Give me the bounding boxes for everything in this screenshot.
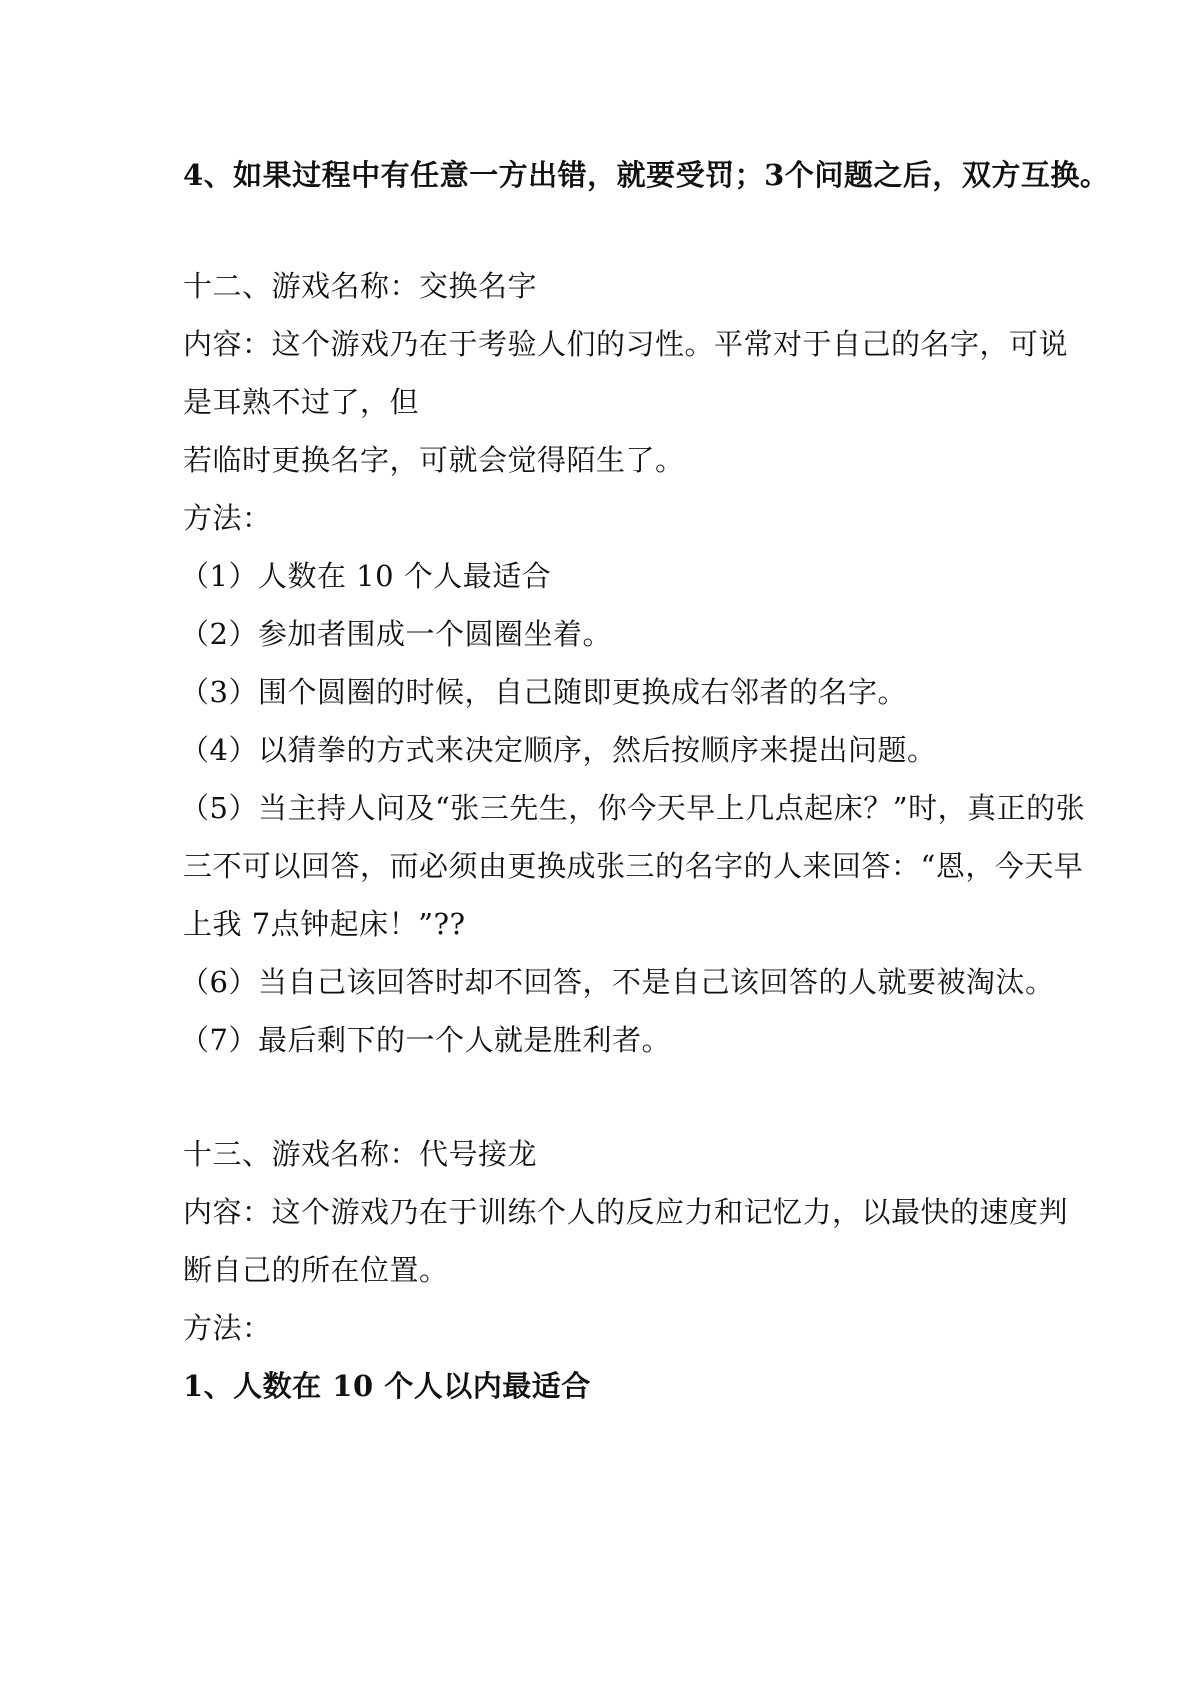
section-12-title: 十二、游戏名称：交换名字 <box>183 269 538 303</box>
section-12-content-line-3: 若临时更换名字，可就会觉得陌生了。 <box>183 443 685 477</box>
rule-4-swap-line: 4、如果过程中有任意一方出错，就要受罚；3个问题之后，双方互换。 <box>183 158 1110 192</box>
section-12-content-line-2: 是耳熟不过了，但 <box>183 385 420 419</box>
section-12-step-5-line-3: 上我 7点钟起床！”?? <box>183 907 466 941</box>
section-12-step-1: （1）人数在 10 个人最适合 <box>180 559 552 593</box>
section-12-step-6: （6）当自己该回答时却不回答，不是自己该回答的人就要被淘汰。 <box>180 965 1055 999</box>
section-13-title: 十三、游戏名称：代号接龙 <box>183 1137 538 1171</box>
section-12-step-2: （2）参加者围成一个圆圈坐着。 <box>180 617 612 651</box>
section-12-method-label: 方法： <box>183 501 272 535</box>
section-12-step-4: （4）以猜拳的方式来决定顺序，然后按顺序来提出问题。 <box>180 733 937 767</box>
section-12-step-7: （7）最后剩下的一个人就是胜利者。 <box>180 1023 671 1057</box>
section-12-step-5-line-2: 三不可以回答，而必须由更换成张三的名字的人来回答：“恩，今天早 <box>183 849 1084 883</box>
section-13-step-1: 1、人数在 10 个人以内最适合 <box>183 1369 591 1403</box>
section-12-step-5-line-1: （5）当主持人问及“张三先生，你今天早上几点起床？”时，真正的张 <box>180 791 1086 825</box>
section-12-content-line-1: 内容：这个游戏乃在于考验人们的习性。平常对于自己的名字，可说 <box>183 327 1069 361</box>
section-13-method-label: 方法： <box>183 1311 272 1345</box>
section-13-content-line-1: 内容：这个游戏乃在于训练个人的反应力和记忆力，以最快的速度判 <box>183 1195 1069 1229</box>
section-12-step-3: （3）围个圆圈的时候，自己随即更换成右邻者的名字。 <box>180 675 907 709</box>
section-13-content-line-2: 断自己的所在位置。 <box>183 1253 449 1287</box>
